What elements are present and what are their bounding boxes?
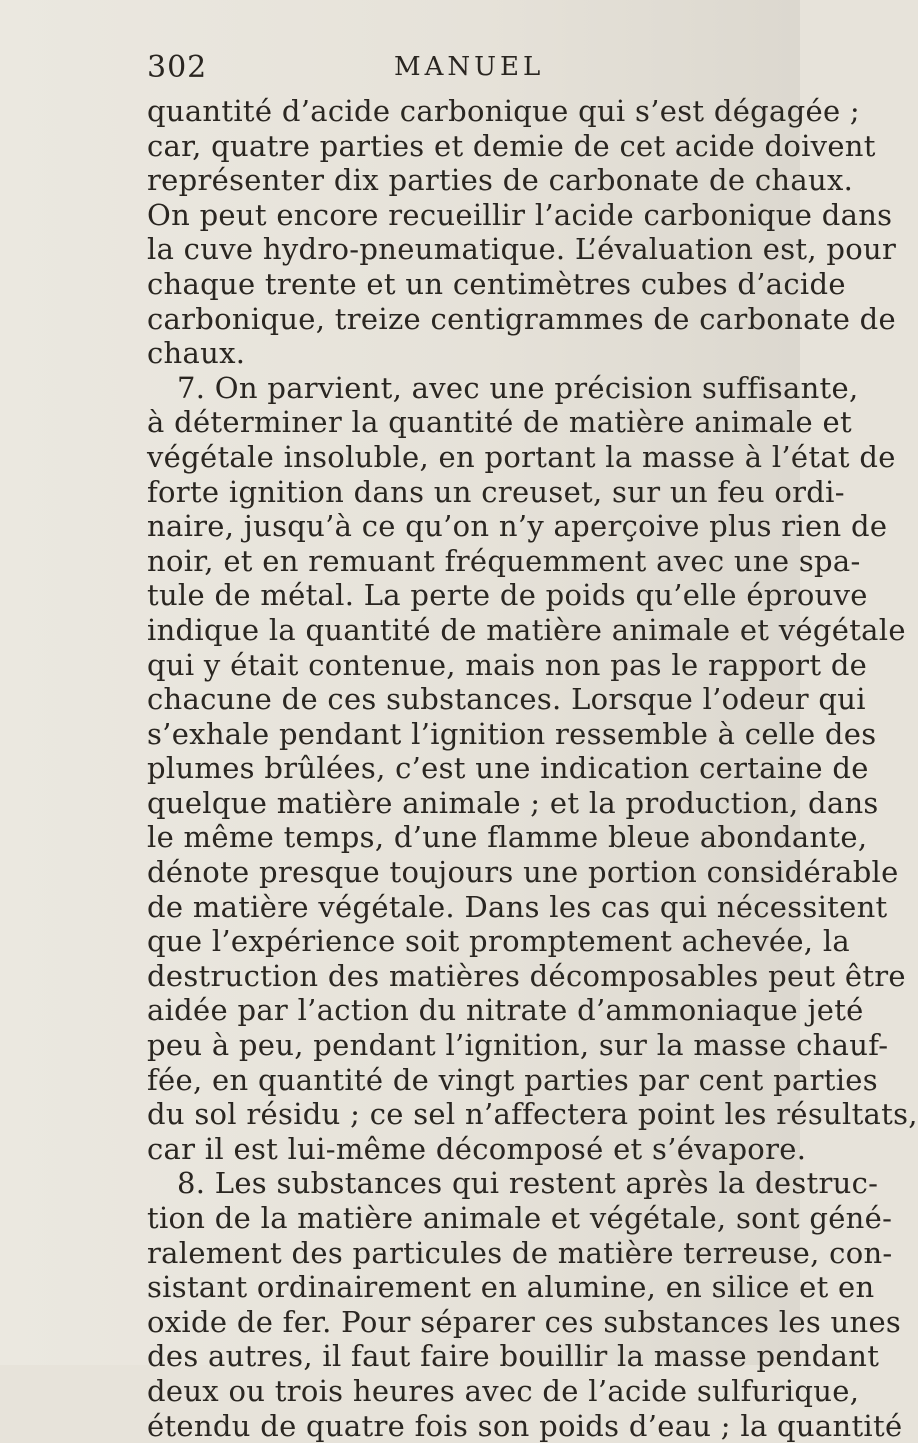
text-line: naire, jusqu’à ce qu’on n’y aperçoive plus rien de: [147, 509, 888, 544]
text-line: plumes brûlées, c’est une indication certaine de: [147, 751, 869, 786]
text-line: quantité d’acide carbonique qui s’est dégagée ;: [147, 94, 861, 128]
text-line: sistant ordinairement en alumine, en silice et en: [147, 1270, 875, 1305]
text-line: forte ignition dans un creuset, sur un feu ordi-: [147, 474, 845, 509]
text-line: quelque matière animale ; et la production, dans: [147, 785, 879, 820]
text-line: car il est lui-même décomposé et s’évapore.: [147, 1131, 807, 1166]
text-line: végétale insoluble, en portant la masse à l’état de: [147, 439, 896, 474]
text-line: ralement des particules de matière terreuse, con-: [147, 1235, 893, 1270]
text-line: la cuve hydro-pneumatique. L’évaluation est, pour: [147, 232, 897, 267]
text-line: deux ou trois heures avec de l’acide sulfurique,: [147, 1373, 860, 1408]
text-line: noir, et en remuant fréquemment avec une spa-: [147, 543, 861, 578]
paragraph-start-line: 8. Les substances qui restent après la destruc-: [177, 1166, 879, 1201]
text-line: car, quatre parties et demie de cet acide doivent: [147, 128, 876, 163]
text-line: chaque trente et un centimètres cubes d’acide: [147, 266, 846, 301]
text-line: destruction des matières décomposables peut être: [147, 958, 906, 993]
text-line: fée, en quantité de vingt parties par cent parties: [147, 1062, 878, 1097]
text-line: à déterminer la quantité de matière animale et: [147, 405, 852, 440]
text-line: le même temps, d’une flamme bleue abondante,: [147, 820, 868, 855]
text-line: étendu de quatre fois son poids d’eau ; la quantité: [147, 1408, 903, 1443]
text-line: On peut encore recueillir l’acide carbonique dans: [147, 197, 893, 232]
text-line: du sol résidu ; ce sel n’affectera point les résultats,: [147, 1097, 918, 1132]
text-line: des autres, il faut faire bouillir la masse pendant: [147, 1339, 880, 1374]
body-text: [147, 94, 918, 1443]
text-line: dénote presque toujours une portion considérable: [147, 855, 899, 890]
paragraph-start-line: 7. On parvient, avec une précision suffisante,: [177, 370, 859, 405]
text-line: tion de la matière animale et végétale, sont géné-: [147, 1201, 893, 1235]
running-title: MANUEL: [394, 52, 545, 82]
text-line: indique la quantité de matière animale et végétale: [147, 612, 906, 647]
text-line: représenter dix parties de carbonate de chaux.: [147, 163, 854, 198]
text-line: chaux.: [147, 336, 246, 371]
text-line: chacune de ces substances. Lorsque l’odeur qui: [147, 682, 866, 717]
text-line: carbonique, treize centigrammes de carbonate de: [147, 301, 896, 336]
text-line: s’exhale pendant l’ignition ressemble à celle des: [147, 716, 877, 751]
text-line: oxide de fer. Pour séparer ces substances les unes: [147, 1304, 902, 1339]
text-line: aidée par l’action du nitrate d’ammoniaque jeté: [147, 993, 864, 1028]
text-line: qui y était contenue, mais non pas le rapport de: [147, 647, 868, 682]
text-line: de matière végétale. Dans les cas qui nécessitent: [147, 889, 888, 924]
running-head: [147, 50, 787, 90]
text-line: tule de métal. La perte de poids qu’elle éprouve: [147, 578, 868, 613]
text-line: que l’expérience soit promptement achevée, la: [147, 924, 850, 959]
text-line: peu à peu, pendant l’ignition, sur la masse chauf-: [147, 1028, 889, 1063]
page-number: 302: [147, 50, 208, 85]
